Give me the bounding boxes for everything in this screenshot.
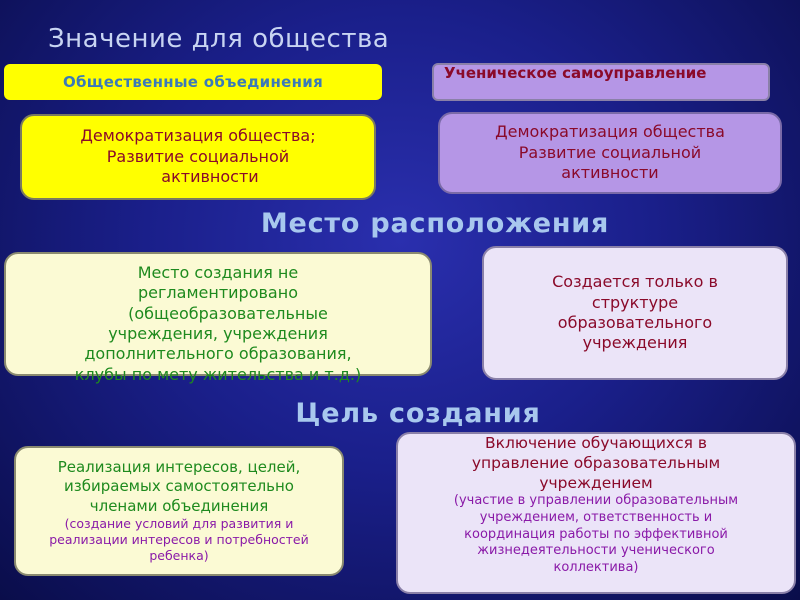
goal-right-main-line: управление образовательным (471, 453, 721, 472)
goal-left-main-line: членами объединения (89, 496, 269, 515)
goal-right-main-line: учреждением (539, 473, 653, 492)
location-left-box (4, 252, 432, 384)
significance-left-line: активности (161, 167, 259, 187)
section-goal-heading: Цель создания (295, 398, 541, 429)
location-right-line: образовательного (557, 313, 713, 332)
significance-right-line: Демократизация общества (495, 122, 725, 142)
goal-left-sub-line: (создание условий для развития и (64, 515, 294, 531)
location-right-line: структуре (591, 292, 679, 312)
location-right-box (482, 246, 788, 380)
goal-right-sub-line: координация работы по эффективной (464, 526, 728, 542)
significance-right-line: активности (561, 163, 659, 183)
significance-left-line: Демократизация общества; (80, 126, 316, 146)
goal-right-sub-line: коллектива) (553, 559, 639, 575)
goal-left-main-line: Реализация интересов, целей, (57, 458, 301, 477)
significance-right-line: Развитие социальной (518, 142, 702, 162)
significance-left-line: Развитие социальной (106, 146, 290, 166)
goal-right-sub-line: (участие в управлении образовательным (453, 493, 739, 509)
significance-left-box (20, 114, 376, 200)
significance-right-box (438, 112, 782, 194)
header-student-self-government: Ученическое самоуправление (432, 63, 770, 101)
location-left-line: учреждения, учреждения (108, 324, 328, 343)
location-left-line: регламентировано (138, 283, 298, 303)
location-left-line: Место создания не (137, 262, 299, 282)
goal-right-sub-line: жизнедеятельности ученического (477, 543, 715, 559)
location-left-line: клубы по мету жительства и т.д.) (74, 364, 362, 384)
location-left-line: (общеобразовательные (128, 303, 328, 323)
location-left-line: дополнительного образования, (84, 344, 352, 364)
goal-right-box (396, 432, 796, 594)
goal-left-sub-line: ребенка) (149, 547, 209, 563)
header-public-associations: Общественные объединения (4, 64, 382, 100)
location-right-line: Создается только в (552, 272, 718, 292)
goal-left-sub-line: реализации интересов и потребностей (49, 531, 309, 547)
goal-left-box (14, 446, 344, 576)
page-title: Значение для общества (48, 24, 390, 54)
section-location-heading: Место расположения (260, 208, 610, 239)
goal-right-main-line: Включение обучающихся в (485, 434, 707, 452)
goal-left-main-line: избираемых самостоятельно (64, 477, 294, 496)
location-right-line: учреждения (582, 333, 688, 353)
goal-right-sub-line: учреждением, ответственность и (479, 510, 713, 526)
